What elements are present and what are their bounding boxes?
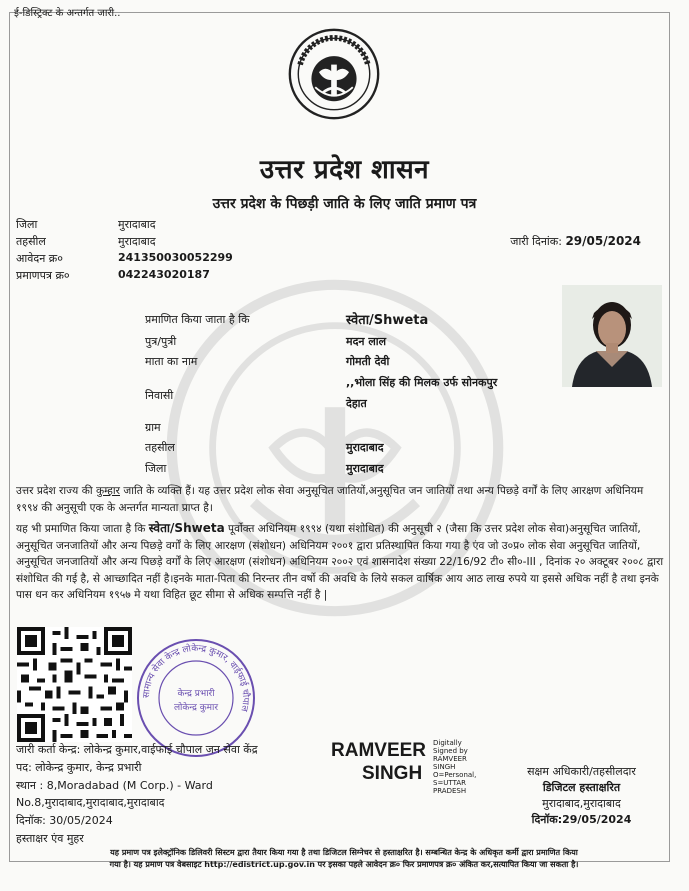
sig-line-2: Signed by xyxy=(433,747,468,755)
resident-value-line1: ,,भोला सिंह की मिलक उर्फ सोनकपुर xyxy=(346,376,498,389)
detail-tehsil-label: तहसील xyxy=(145,441,175,454)
father-name: मदन लाल xyxy=(346,335,387,348)
document-subtitle: उत्तर प्रदेश के पिछड़ी जाति के लिए जाति प्रमाण पत्र xyxy=(212,196,477,212)
application-no-label: आवेदन क्र० xyxy=(16,252,63,265)
meta-district-label: जिला xyxy=(16,218,38,231)
detail-district-label: जिला xyxy=(145,462,167,475)
top-note: ई-डिस्ट्रिक्ट के अन्तर्गत जारी.. xyxy=(14,8,121,19)
stamp-line1: केन्द्र प्रभारी xyxy=(177,689,215,699)
resident-value-line2: देहात xyxy=(346,397,367,410)
issuer-center: जारी कर्ता केन्द्र: लोकेन्द्र कुमार,वाईफाई चौपाल जन सेवा केंद्र xyxy=(16,743,258,756)
issue-date-label: जारी दिनांक: xyxy=(510,235,562,248)
para2-text-a: यह भी प्रमाणित किया जाता है कि xyxy=(16,523,146,535)
application-no-value: 241350030052299 xyxy=(118,251,233,264)
stamp-ring-text: सामान्य सेवा केन्द्र लोकेन्द्र कुमार, वाईफाई चौपाल xyxy=(141,643,251,713)
resident-label: निवासी xyxy=(145,389,174,402)
signer-name-line1: RAMVEER xyxy=(331,740,427,761)
issuer-post: पद: लोकेन्द्र कुमार, केन्द्र प्रभारी xyxy=(16,761,142,774)
sig-line-4: SINGH xyxy=(433,763,456,771)
issue-date-value: 29/05/2024 xyxy=(565,234,641,248)
meta-tehsil-value: मुरादाबाद xyxy=(118,235,156,248)
sig-line-5: O=Personal, xyxy=(433,771,477,779)
issuer-place-line2: No.8,मुरादाबाद,मुरादाबाद,मुरादाबाद xyxy=(16,796,165,809)
issue-date-footer: दिनॉक: 30/05/2024 xyxy=(16,814,113,827)
child-of-label: पुत्र/पुत्री xyxy=(145,335,177,348)
issue-date xyxy=(510,234,641,249)
certify-label: प्रमाणित किया जाता है कि xyxy=(145,313,250,326)
authority-digital-sign: डिजिटल हस्ताक्षरित xyxy=(542,781,621,794)
para1-text-b: जाति के व्यक्ति हैं। यह उत्तर प्रदेश लोक सेवा अनुसूचित जातियों,अनुसूचित जन जातियों तथा अन्य पिछड़े वर्गों के लिए आरक्षण अधिनियम १९९४ की अनुसूची एक के अन्तर्गत मान्यता प्राप्त है। xyxy=(16,485,644,514)
document-title: उत्तर प्रदेश शासन xyxy=(259,155,430,185)
caste-name: कुम्हार xyxy=(95,485,120,497)
meta-district-value: मुरादाबाद xyxy=(118,218,156,231)
certificate-no-value: 042243020187 xyxy=(118,268,210,281)
village-label: ग्राम xyxy=(145,421,161,434)
applicant-name: स्वेता/Shweta xyxy=(346,313,429,328)
verification-note xyxy=(14,847,674,871)
signature-label: हस्ताक्षर एंव मुहर xyxy=(16,832,84,845)
mother-name: गोमती देवी xyxy=(346,355,390,368)
verification-note-line2: गया है। यह प्रमाण पत्र वेबसाइट http://edistrict.up.gov.in पर इसका पहले आवेदन क्र० फिर प्रमाणपत्र क्र० अंकित कर,सत्यापित किया जा सकता है। xyxy=(109,860,579,869)
sig-line-3: RAMVEER xyxy=(433,755,467,763)
detail-district-value: मुरादाबाद xyxy=(346,462,384,475)
authority-block xyxy=(494,764,669,828)
detail-tehsil-value: मुरादाबाद xyxy=(346,441,384,454)
paragraph-caste xyxy=(16,483,666,516)
verification-note-line1: यह प्रमाण पत्र इलेक्ट्रॉनिक डिलिवरी सिस्टम द्वारा तैयार किया गया है तथा डिजिटल सिग्नेचर से हस्ताक्षरित है। सम्बन्धित केन्द्र के अधिकृत कर्मी द्वारा प्रमाणित किया xyxy=(110,848,578,857)
digital-signature-block xyxy=(433,739,476,795)
up-emblem-icon xyxy=(286,27,382,121)
authority-place: मुरादाबाद,मुरादाबाद xyxy=(542,797,621,810)
issuer-place-line1: स्थान : 8,Moradabad (M Corp.) - Ward xyxy=(16,779,213,792)
stamp-line2: लोकेन्द्र कुमार xyxy=(173,703,219,713)
authority-date: दिनॉक:29/05/2024 xyxy=(531,813,632,826)
mother-label: माता का नाम xyxy=(145,355,198,368)
authority-title: सक्षम अधिकारी/तहसीलदार xyxy=(527,765,636,778)
para2-name: स्वेता/Shweta xyxy=(148,521,225,535)
paragraph-certification xyxy=(16,520,666,604)
certificate-no-label: प्रमाणपत्र क्र० xyxy=(16,269,70,282)
applicant-photo xyxy=(562,285,662,387)
qr-code-icon xyxy=(17,627,132,742)
signer-name-line2: SINGH xyxy=(362,763,423,784)
meta-tehsil-label: तहसील xyxy=(16,235,46,248)
sig-line-6: S=UTTAR xyxy=(433,779,466,787)
sig-line-1: Digitally xyxy=(433,739,462,747)
sig-line-7: PRADESH xyxy=(433,787,467,795)
para2-text-b: पूर्वोक्त अधिनियम १९९४ (यथा संशोधित) की अनुसूची २ (जैसा कि उत्तर प्रदेश लोक सेवा)अनुसूचित जातियों, अनुसूचित जनजातियों और अन्य पिछड़े वर्गों के लिए आरक्षण (संशोधन) अधिनियम २००१ द्वारा प्रतिस्थापित किया गया है एंव जो उ०प्र० लोक सेवा अनुसूचित जातियों, अनुसूचित जनजातियों और अन्य पिछड़े वर्गों के लिए आरक्षण (संशोधन) अधिनियम २००२ एवं शासनादेश संख्या 22/16/92 टी० सी०-III , दिनांक २० अक्टूबर २००८ द्वारा संशोधित की गई है, से आच्छादित नहीं है।इनके माता-पिता की निरन्तर तीन वर्षो की अवधि के लिये सकल वार्षिक आय आठ लाख रुपये या इससे अधिक नहीं है तथा इनके पास धन कर अधिनियम १९५७ मे यथा विहित छूट सीमा से अधिक सम्पत्ति नहीं है | xyxy=(16,523,664,601)
para1-text-a: उत्तर प्रदेश राज्य की xyxy=(16,485,93,497)
